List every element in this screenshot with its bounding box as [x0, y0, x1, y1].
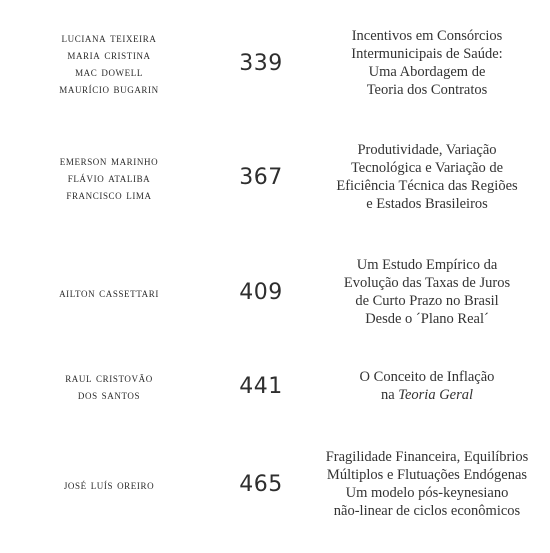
author-name: emerson marinho [59, 152, 159, 168]
author-name: francisco lima [66, 186, 152, 202]
author-name: mac dowell [75, 64, 143, 79]
title-line: Um modelo pós-keynesiano [345, 485, 509, 501]
entry-authors [0, 369, 218, 403]
title-line: Eficiência Técnica das Regiões [336, 178, 518, 194]
title-line: não-linear de ciclos econômicos [333, 503, 521, 519]
entry-authors [0, 29, 218, 97]
article-title[interactable] [304, 256, 550, 328]
entry-authors [0, 152, 218, 203]
author-name: raul cristovão [65, 370, 153, 385]
title-line: Tecnológica e Variação de [350, 160, 504, 176]
page-number[interactable]: 339 [239, 50, 283, 76]
article-title[interactable] [304, 141, 550, 213]
author-name: dos santos [77, 387, 141, 402]
title-italic-text: Teoria Geral [398, 387, 474, 403]
title-line: Múltiplos e Flutuações Endógenas [326, 467, 528, 483]
toc-entry[interactable] [0, 448, 550, 520]
author-name: luciana teixeira [61, 30, 157, 45]
title-line: e Estados Brasileiros [366, 196, 488, 212]
title-line: de Curto Prazo no Brasil [355, 293, 499, 309]
page-number[interactable]: 441 [239, 373, 283, 399]
title-line: O Conceito de Inflação [359, 369, 495, 385]
page-number[interactable]: 367 [239, 164, 283, 190]
author-name: ailton cassettari [59, 284, 159, 300]
title-line: Fragilidade Financeira, Equilíbrios [325, 449, 529, 465]
title-line: Incentivos em Consórcios [351, 28, 503, 44]
title-line-prefix: na [380, 387, 399, 403]
article-title[interactable] [304, 27, 550, 99]
title-line: Intermunicipais de Saúde: [351, 46, 503, 62]
entry-authors [0, 284, 218, 301]
article-title[interactable] [304, 368, 550, 404]
title-line: Produtividade, Variação [357, 142, 497, 158]
author-name: maurício bugarin [59, 81, 159, 96]
title-line [304, 386, 550, 404]
toc-entry[interactable] [0, 256, 550, 328]
title-line: Uma Abordagem de [368, 64, 486, 80]
author-name: maria cristina [67, 47, 151, 62]
title-line: Evolução das Taxas de Juros [343, 275, 511, 291]
author-name: flávio ataliba [67, 169, 151, 185]
toc-entry[interactable] [0, 28, 550, 98]
page-number[interactable]: 409 [239, 279, 283, 305]
title-line: Desde o ´Plano Real´ [365, 311, 489, 327]
toc-entry[interactable] [0, 142, 550, 212]
title-line: Um Estudo Empírico da [356, 257, 498, 273]
author-name: josé luís oreiro [63, 476, 155, 492]
title-line: Teoria dos Contratos [366, 82, 488, 98]
toc-entry[interactable] [0, 366, 550, 406]
page-number[interactable]: 465 [239, 471, 283, 497]
article-title[interactable] [304, 448, 550, 520]
entry-authors [0, 476, 218, 493]
